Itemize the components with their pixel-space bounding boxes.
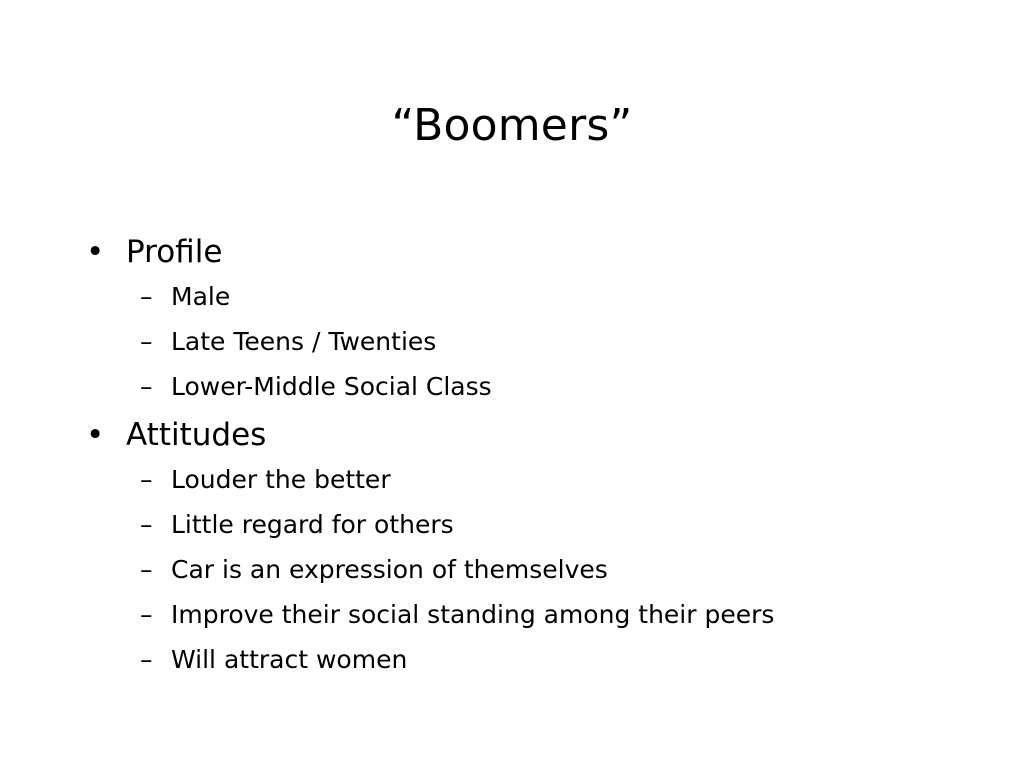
sub-item [86, 592, 966, 637]
dash-marker: – [140, 645, 153, 674]
sub-item-text: Louder the better [171, 465, 391, 494]
sub-item-text: Little regard for others [171, 510, 454, 539]
slide-content [86, 230, 966, 682]
sub-item-text: Late Teens / Twenties [171, 327, 437, 356]
sub-item [86, 274, 966, 319]
sub-item-text: Car is an expression of themselves [171, 555, 608, 584]
sub-item [86, 457, 966, 502]
sub-item-text: Will attract women [171, 645, 408, 674]
dash-marker: – [140, 327, 153, 356]
sub-item [86, 547, 966, 592]
dash-marker: – [140, 600, 153, 629]
sub-item-text: Male [171, 282, 231, 311]
dash-marker: – [140, 282, 153, 311]
bullet-profile [86, 230, 966, 274]
sub-item-text: Improve their social standing among their peers [171, 600, 775, 629]
bullet-attitudes [86, 413, 966, 457]
bullet-text: Profile [126, 234, 223, 270]
sub-item [86, 319, 966, 364]
sub-item [86, 502, 966, 547]
dash-marker: – [140, 372, 153, 401]
sub-item [86, 364, 966, 409]
dash-marker: – [140, 465, 153, 494]
sub-item-text: Lower-Middle Social Class [171, 372, 492, 401]
dash-marker: – [140, 510, 153, 539]
bullet-marker: • [86, 417, 105, 453]
dash-marker: – [140, 555, 153, 584]
slide-title: “Boomers” [391, 100, 633, 151]
bullet-marker: • [86, 234, 105, 270]
sub-item [86, 637, 966, 682]
bullet-text: Attitudes [126, 417, 267, 453]
